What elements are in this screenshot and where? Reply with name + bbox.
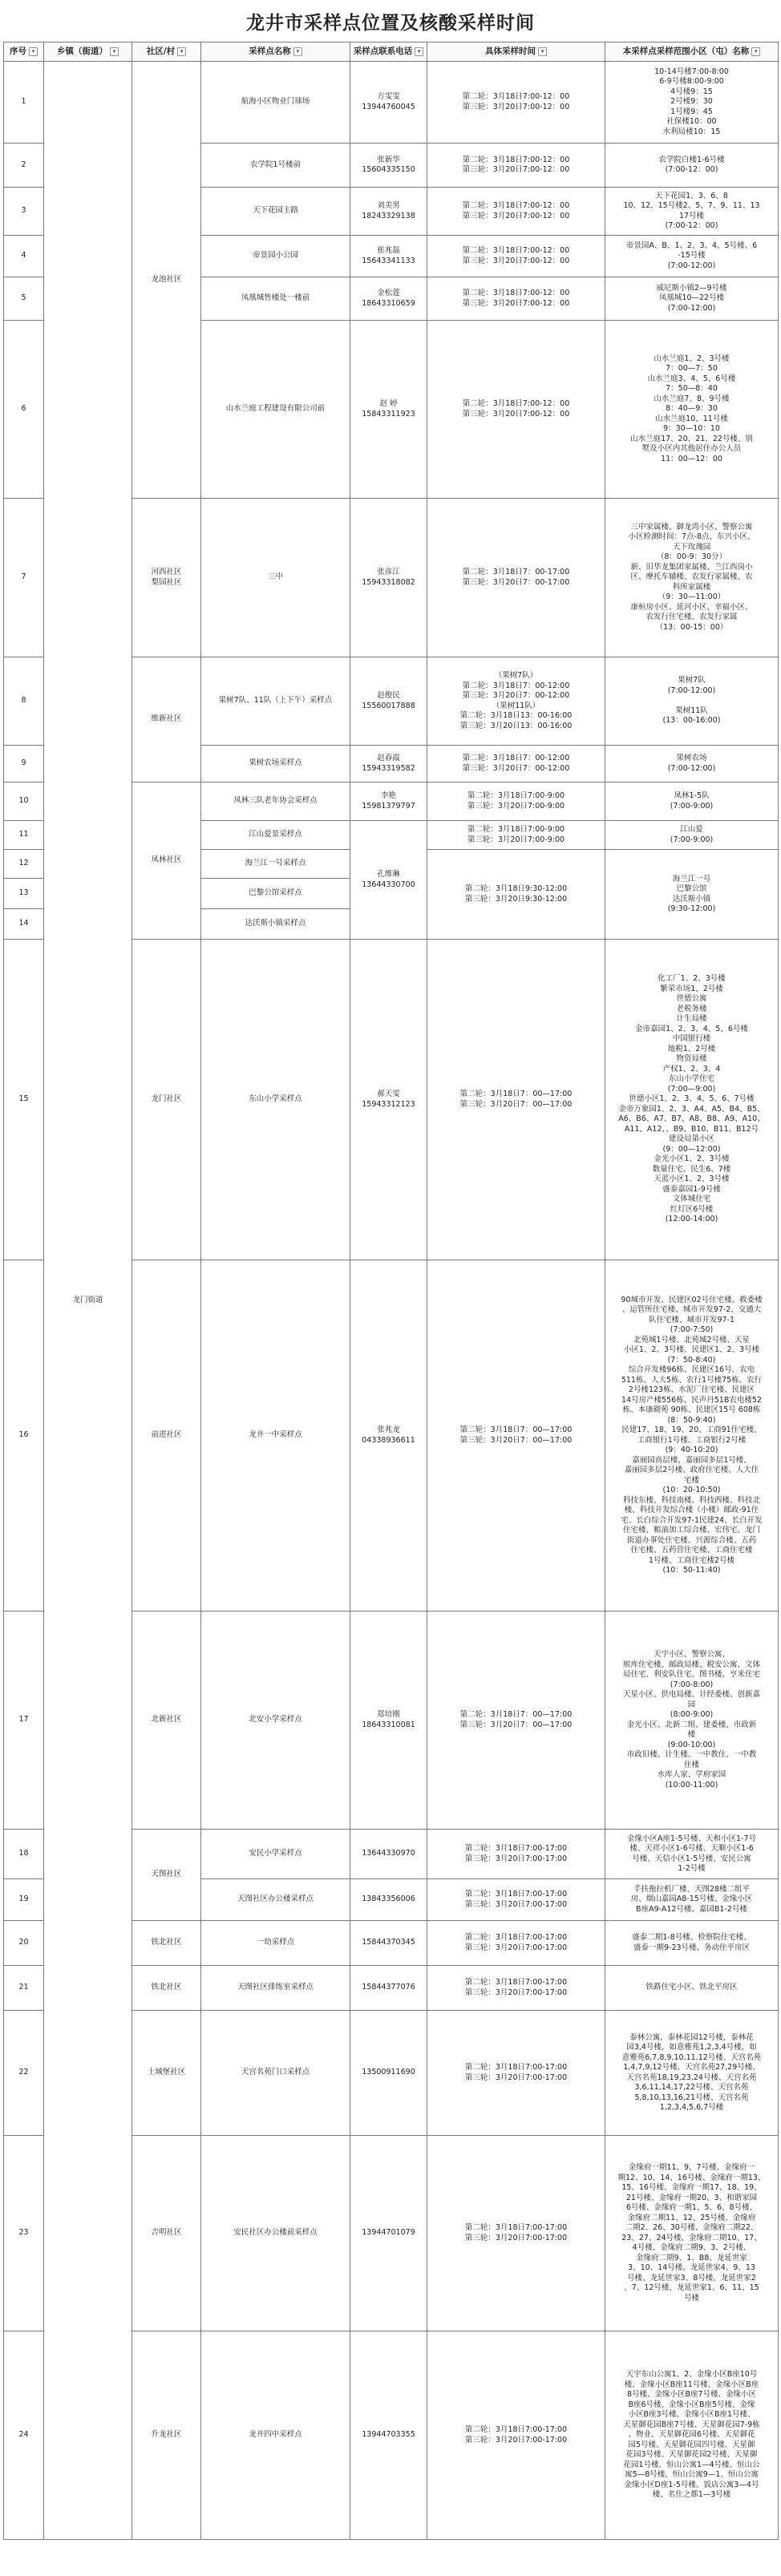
cell-contact[interactable]: 崔兆磊 15643341133	[350, 236, 427, 277]
filter-dropdown-icon[interactable]: ▾	[29, 47, 38, 56]
cell-scope[interactable]: 金缘小区A座1-5号楼、天和小区1-7号 楼、天祥小区1-6号楼、天顺小区1-6 号楼、天信小区1-5号楼、安民公寓 1-2号楼	[605, 1830, 779, 1879]
cell-scope[interactable]: 金缘府一期11、9、7号楼、金缘府一 期12、10、14、16号楼、金缘府一期13、 15、16号楼、金缘府一期17、18、19、 21号楼、金缘府一期20、3、和谐家园 6号楼、金缘府一期1、5、6、8号楼、 金缘府二期11、12、25号楼、金缘府 二期2、26、30号楼、金缘府二期22、 23、27、24号楼、金缘府二期10、17、 4号楼、金缘府二期9、3、2号楼、 金缘府二期9、1、B8、龙延世家 3、10、14号楼、龙延世家4、9、13 号楼、龙延世家3、8号楼、龙延世家2 、7、12号楼、龙延世家1、6、11、15 号楼	[605, 2136, 779, 2331]
cell-time[interactable]: 第二轮：3月18日7:00-17:00 第三轮：3月20日7:00-17:00	[427, 2136, 605, 2331]
table-row	[4, 62, 779, 144]
cell-community[interactable]: 维新社区	[132, 657, 201, 783]
filter-dropdown-icon[interactable]: ▾	[415, 47, 423, 56]
cell-time[interactable]: （果树7队） 第二轮：3月18日7：00-12:00 第三轮：3月20日7：00-12:00 （果树11队） 第二轮：3月18日13：00-16:00 第三轮：3月20日13：00-16:00	[427, 657, 605, 746]
cell-scope[interactable]: 天宇东山公寓1、2、金缘小区B座10号 楼、金缘小区B座11号楼、金缘小区B座 8号楼、金缘小区B座7号楼、金缘小区 B座6号楼、金缘小区B座5号楼、金缘 小区B座3号楼、金缘小区B座1号楼、 天星御花园B座7号楼、天星御花园7-9栋 、物业、天星御花园6号楼、天星御花 园5号楼、天星御花园四号楼、天星御 花园3号楼、天星御花园2号楼、天星御 花园1号楼、恒山公寓1—4号楼、恒山公 寓5—8号楼、恒山公寓9—1、恒山公寓 金缘小区D座1-5号楼、饭店公寓3—4号 楼、名仕之都1—3号楼	[605, 2331, 779, 2540]
cell-community[interactable]: 龙门社区	[132, 940, 201, 1260]
cell-site[interactable]: 安民社区办公楼前采样点	[201, 2136, 350, 2331]
cell-community[interactable]: 吉明社区	[132, 2136, 201, 2331]
cell-scope[interactable]: 盛泰二期1-8号楼、检察院住宅楼、 盛泰一期9-23号楼、务动住平房区	[605, 1921, 779, 1966]
cell-site[interactable]: 龙井四中采样点	[201, 2331, 350, 2540]
cell-scope[interactable]: 帝景园A、B、1、2、3、4、5号楼、6 -15号楼 (7:00-12:00)	[605, 236, 779, 277]
cell-scope[interactable]: 铁路住宅小区、铁北平房区	[605, 1966, 779, 2011]
cell-time[interactable]: 第二轮：3月18日7:00-12：00 第三轮：3月20日7:00-12：00	[427, 144, 605, 188]
cell-contact[interactable]: 张彦江 15943318082	[350, 499, 427, 657]
cell-contact[interactable]: 13500911690	[350, 2011, 427, 2136]
cell-contact[interactable]: 张兆龙 04338936611	[350, 1260, 427, 1612]
cell-scope[interactable]: 手扶拖拉机厂楼、天图28楼二组平 房、烟山嘉园A8-15号楼、金缘小区 B座A9-A12号楼、嘉园B1-2号楼	[605, 1879, 779, 1921]
header-street[interactable]: 乡镇（街道） ▾	[44, 42, 132, 62]
cell-site[interactable]: 天宫名苑门口采样点	[201, 2011, 350, 2136]
cell-scope[interactable]: 三中家属楼、御龙湾小区、警察公寓 小区检测时间：7点-8点、东兴小区、 天下玫瑰园 （8：00-9：30分） 新、旧华龙集团家属楼、兰江西岗小 区、摩托车辅楼、农发行家属楼、农 科所家属楼 （9：30—11:00） 康桓房小区、延河小区、幸福小区、 农发行住宅楼、农发行家属 （13：00-15：00）	[605, 499, 779, 657]
cell-time[interactable]: 第二轮：3月18日7：00-17:00 第三轮：3月20日7：00-17:00	[427, 499, 605, 657]
cell-time[interactable]: 第二轮：3月18日7:00-17:00 第三轮：3月20日7:00-17:00	[427, 1879, 605, 1921]
cell-no[interactable]: 24	[4, 2331, 44, 2540]
cell-time[interactable]: 第二轮：3月18日7:00-17:00 第三轮：3月20日7:00-17:00	[427, 2011, 605, 2136]
cell-time[interactable]: 第二轮：3月18日7:00-12：00 第三轮：3月20日7:00-12：00	[427, 62, 605, 144]
cell-site[interactable]: 凤凰城售楼处一楼前	[201, 277, 350, 321]
cell-site[interactable]: 果树7队、11队（上下午）采样点	[201, 657, 350, 746]
cell-no[interactable]: 14	[4, 909, 44, 940]
cell-site[interactable]: 安民小学采样点	[201, 1830, 350, 1879]
header-community[interactable]: 社区/村 ▾	[132, 42, 201, 62]
cell-scope[interactable]: 化工厂1、2、3号楼 繁荣市场1、2号楼 世德公寓 老税务楼 计生局楼 金帝嘉园1、2、3、4、5、6号楼 中国银行楼 地税1、2号楼 物资局楼 产权1、2、3、4 东山小学住宅 (7:00—9:00) 世德小区1、2、3、4、5、6、7号楼 金帝万象园1、2、3、A4、A5、B4、B5、 A6、B6、A7、B7、A8、B8、A9、A10、 A11、A12、、B9、B10、B11、B12号 建设局第小区 (9：00—12:00) 金光小区1、2、3号楼 数量住宅、民生6、7楼 天蓝小区1、2、3号楼 盛泰嘉园1-9号楼 文体城住宅 红灯区6号楼 (12:00-14:00)	[605, 940, 779, 1260]
cell-site[interactable]: 江山爱景采样点	[201, 821, 350, 850]
cell-site[interactable]: 山水兰庭工程建设有限公司前	[201, 321, 350, 499]
cell-contact[interactable]: 赵 婷 15843311923	[350, 321, 427, 499]
cell-contact[interactable]: 郑培刚 18643310081	[350, 1612, 427, 1830]
cell-time[interactable]: 第二轮：3月18日7:00-12：00 第三轮：3月20日7:00-12：00	[427, 188, 605, 236]
cell-scope[interactable]: 山水兰庭1、2、3号楼 7：00—7：50 山水兰庭3、4、5、6号楼 7：50—8：40 山水兰庭7、8、9号楼 8：40—9：30 山水兰庭10、11号楼 9：30—10：10 山水兰庭17、20、21、22号楼、别 墅及小区内其他居住办公人员 11：00—12：00	[605, 321, 779, 499]
header-row	[4, 42, 779, 62]
cell-site[interactable]: 海兰江一号采样点	[201, 850, 350, 879]
header-scope[interactable]: 本采样点采样范围小区（屯）名称 ▾	[605, 42, 779, 62]
cell-community[interactable]: 龙池社区	[132, 62, 201, 499]
cell-no[interactable]: 5	[4, 277, 44, 321]
cell-site[interactable]: 农学院1号楼前	[201, 144, 350, 188]
cell-no[interactable]: 8	[4, 657, 44, 746]
cell-no[interactable]: 4	[4, 236, 44, 277]
filter-dropdown-icon[interactable]: ▾	[293, 47, 302, 56]
cell-scope[interactable]: 10-14号楼7:00-8:00 6-9号楼8:00-9:00 4号楼9：15 2号楼9：30 1号楼9：45 社保楼10：00 水利局楼10：15	[605, 62, 779, 144]
cell-contact[interactable]: 13944703355	[350, 2331, 427, 2540]
cell-scope[interactable]: 果树农场 (7:00-12:00)	[605, 746, 779, 783]
cell-time[interactable]: 第二轮：3月18日7:00-12：00 第三轮：3月20日7:00-12：00	[427, 277, 605, 321]
cell-contact[interactable]: 13843356006	[350, 1879, 427, 1921]
cell-time[interactable]: 第二轮：3月18日7：00—17:00 第三轮：3月20日7：00—17:00	[427, 940, 605, 1260]
cell-contact[interactable]: 张新华 15604335150	[350, 144, 427, 188]
cell-no[interactable]: 10	[4, 783, 44, 821]
cell-time[interactable]: 第二轮：3月18日7：00-12:00 第三轮：3月20日7：00-12:00	[427, 746, 605, 783]
cell-no[interactable]: 21	[4, 1966, 44, 2011]
cell-site[interactable]: 凤林三队老年协会采样点	[201, 783, 350, 821]
cell-site[interactable]: 龙井一中采样点	[201, 1260, 350, 1612]
cell-scope[interactable]: 凤林1-5队 (7:00-9:00)	[605, 783, 779, 821]
cell-scope[interactable]: 果树7队 (7:00-12:00) 果树11队 (13：00-16:00)	[605, 657, 779, 746]
cell-contact[interactable]: 13644330970	[350, 1830, 427, 1879]
cell-no[interactable]: 23	[4, 2136, 44, 2331]
cell-contact[interactable]: 孔维琳 13644330700	[350, 821, 427, 940]
cell-community[interactable]: 土城堡社区	[132, 2011, 201, 2136]
cell-contact[interactable]: 赵俊民 15560017888	[350, 657, 427, 746]
cell-scope[interactable]: 威尼斯小镇2—9号楼 凤凰城10—22号楼 (7:00-12:00)	[605, 277, 779, 321]
cell-contact[interactable]: 方雯雯 13944760045	[350, 62, 427, 144]
cell-contact[interactable]: 15844377076	[350, 1966, 427, 2011]
cell-site[interactable]: 天图社区排练室采样点	[201, 1966, 350, 2011]
cell-community[interactable]: 北新社区	[132, 1612, 201, 1830]
cell-community[interactable]: 铁北社区	[132, 1966, 201, 2011]
cell-contact[interactable]: 13944701079	[350, 2136, 427, 2331]
cell-contact[interactable]: 李艳 15981379797	[350, 783, 427, 821]
cell-community[interactable]: 铁北社区	[132, 1921, 201, 1966]
cell-time[interactable]: 第二轮：3月18日7：00—17:00 第三轮：3月20日7：00—17:00	[427, 1612, 605, 1830]
cell-time[interactable]: 第二轮：3月18日7:00-17:00 第三轮：3月20日7:00-17:00	[427, 1830, 605, 1879]
cell-site[interactable]: 帝景园小公园	[201, 236, 350, 277]
cell-site[interactable]: 天图社区办公楼采样点	[201, 1879, 350, 1921]
filter-dropdown-icon[interactable]: ▾	[177, 47, 186, 56]
cell-scope[interactable]: 海兰江一号 巴黎公馆 达沃斯小镇 (9:30-12:00)	[605, 850, 779, 940]
header-no[interactable]: 序号 ▾	[4, 42, 44, 62]
cell-scope[interactable]: 农学院白楼1-6号楼 (7:00-12：00)	[605, 144, 779, 188]
filter-dropdown-icon[interactable]: ▾	[751, 47, 760, 56]
cell-contact[interactable]: 15844370345	[350, 1921, 427, 1966]
cell-site[interactable]: 果树农场采样点	[201, 746, 350, 783]
cell-no[interactable]: 19	[4, 1879, 44, 1921]
cell-site[interactable]: 北安小学采样点	[201, 1612, 350, 1830]
cell-no[interactable]: 12	[4, 850, 44, 879]
cell-time[interactable]: 第二轮：3月18日7:00-12：00 第三轮：3月20日7:00-12：00	[427, 236, 605, 277]
header-contact[interactable]: 采样点联系电话 ▾	[350, 42, 427, 62]
cell-no[interactable]: 9	[4, 746, 44, 783]
cell-no[interactable]: 17	[4, 1612, 44, 1830]
cell-no[interactable]: 13	[4, 879, 44, 909]
cell-no[interactable]: 15	[4, 940, 44, 1260]
cell-scope[interactable]: 江山爱 (7:00-9:00)	[605, 821, 779, 850]
cell-time[interactable]: 第二轮：3月18日7:00-12：00 第三轮：3月20日7:00-12：00	[427, 321, 605, 499]
cell-time[interactable]: 第二轮：3月18日9:30-12:00 第三轮：3月20日9:30-12:00	[427, 850, 605, 940]
filter-dropdown-icon[interactable]: ▾	[538, 47, 547, 56]
cell-site[interactable]: 三中	[201, 499, 350, 657]
cell-contact[interactable]: 郝天雯 15943312123	[350, 940, 427, 1260]
cell-no[interactable]: 20	[4, 1921, 44, 1966]
cell-contact[interactable]: 赵春霞 15943319582	[350, 746, 427, 783]
cell-community[interactable]: 天图社区	[132, 1830, 201, 1921]
cell-time[interactable]: 第二轮：3月18日7:00-9:00 第三轮：3月20日7:00-9:00	[427, 783, 605, 821]
header-site[interactable]: 采样点名称 ▾	[201, 42, 350, 62]
cell-no[interactable]: 3	[4, 188, 44, 236]
cell-no[interactable]: 2	[4, 144, 44, 188]
cell-time[interactable]: 第二轮：3月18日7:00-17:00 第三轮：3月20日7:00-17:00	[427, 1966, 605, 2011]
cell-contact[interactable]: 刘美男 18243329138	[350, 188, 427, 236]
cell-site[interactable]: 达沃斯小镇采样点	[201, 909, 350, 940]
cell-community[interactable]: 前进社区	[132, 1260, 201, 1612]
cell-scope[interactable]: 90城市开发、民建区02号住宅楼、救委楼 、运管所住宅楼、城市开发97-2、交通大 队住宅楼、城市开发97-1 (7:00-7:50) 北苑城1号楼、北苑城2号楼、天星 小区1、2、3号楼、民建区1、2、3号楼 (7：50-8:40) 综合开发楼96栋、民建区16号、农电 511栋、人大5栋、农行1号楼75栋、农行 2号楼123栋、水泥厂住宅楼、民建区 14号房产楼556栋、民声丹51B农电楼52 栋、本康砌苑 90栋、民建区15号 608栋 (8：50-9:40) 民建17、18、19、20、工商91住宅楼、 工商银行1号楼、工商银行2号楼 (9：40-10:20) 嘉丽园高层楼、嘉丽园多层1号楼、 嘉丽园多层2号楼、政府住宅楼、人大住 宅楼 (10：20-10:50) 科技东楼、科技南楼、科技西楼、科技北 楼、科技开发综合楼（小楼）邮政-91住 宅、长白综合开发97-1民建24、长白开发 住宅楼、粮油加工综合楼、宏伟宅、龙门 街道办事处住宅楼、兴源综合楼、五药 住宅楼、五药营住宅楼、工商住宅楼 1号楼、工商住宅楼2号楼 (10：50-11:40)	[605, 1260, 779, 1612]
cell-contact[interactable]: 金松莲 18643310659	[350, 277, 427, 321]
cell-time[interactable]: 第二轮：3月18日7：00—17:00 第三轮：3月20日7：00—17:00	[427, 1260, 605, 1612]
cell-time[interactable]: 第二轮：3月18日7:00-17:00 第三轮：3月20日7:00-17:00	[427, 2331, 605, 2540]
cell-site[interactable]: 一幼采样点	[201, 1921, 350, 1966]
cell-no[interactable]: 1	[4, 62, 44, 144]
cell-no[interactable]: 7	[4, 499, 44, 657]
cell-scope[interactable]: 天宇小区、警察公寓、 殡库住宅楼、邮政局楼、税安公寓、文体 局住宅、利安队住宅、图书楼、亨米住宅 (7:00-8:00) 天星小区、供电局楼、计经委楼、创新嘉 园 (8:00-9:00) 金光小区、北新二组、建委楼、市政新 楼 (9:00-10:00) 市政旧楼、计生楼、一中教住、一中教 住楼 水库人家、学府家园 (10:00-11:00)	[605, 1612, 779, 1830]
cell-community[interactable]: 升龙社区	[132, 2331, 201, 2540]
cell-no[interactable]: 6	[4, 321, 44, 499]
cell-site[interactable]: 巴黎公馆采样点	[201, 879, 350, 909]
cell-no[interactable]: 18	[4, 1830, 44, 1879]
cell-scope[interactable]: 天下花园1、3、6、8 10、12、15号楼2、5、7、9、11、13 17号楼 (7:00-12：00)	[605, 188, 779, 236]
cell-community[interactable]: 凤林社区	[132, 783, 201, 940]
cell-site[interactable]: 东山小学采样点	[201, 940, 350, 1260]
cell-community[interactable]: 河西社区 梨园社区	[132, 499, 201, 657]
cell-time[interactable]: 第二轮：3月18日7:00-9:00 第三轮：3月20日7:00-9:00	[427, 821, 605, 850]
cell-no[interactable]: 11	[4, 821, 44, 850]
cell-street[interactable]: 龙门街道	[44, 62, 132, 2540]
cell-site[interactable]: 天下花园主路	[201, 188, 350, 236]
cell-time[interactable]: 第二轮：3月18日7:00-17:00 第三轮：3月20日7:00-17:00	[427, 1921, 605, 1966]
sampling-table	[3, 42, 779, 2540]
cell-no[interactable]: 16	[4, 1260, 44, 1612]
header-time[interactable]: 具体采样时间 ▾	[427, 42, 605, 62]
cell-site[interactable]: 航海小区物业门球场	[201, 62, 350, 144]
cell-no[interactable]: 22	[4, 2011, 44, 2136]
sheet-title: 龙井市采样点位置及核酸采样时间	[246, 12, 535, 34]
cell-scope[interactable]: 泰林公寓，泰林花园12号楼，泰林花 园3,4号楼，如意雅苑1,2,3,4号楼，如 意雅苑6,7,8,9,10,11,12号楼、天宫名苑 1,4,7,9,12号楼，天宫名苑27,29号楼、 天宫名苑18,19,23,24号楼、天宫名苑 3,6,11,14,17,22号楼、天宫名苑 5,8,10,13,16,21号楼、天宫名苑 1,2,3,4,5,6,7号楼	[605, 2011, 779, 2136]
filter-dropdown-icon[interactable]: ▾	[110, 47, 119, 56]
